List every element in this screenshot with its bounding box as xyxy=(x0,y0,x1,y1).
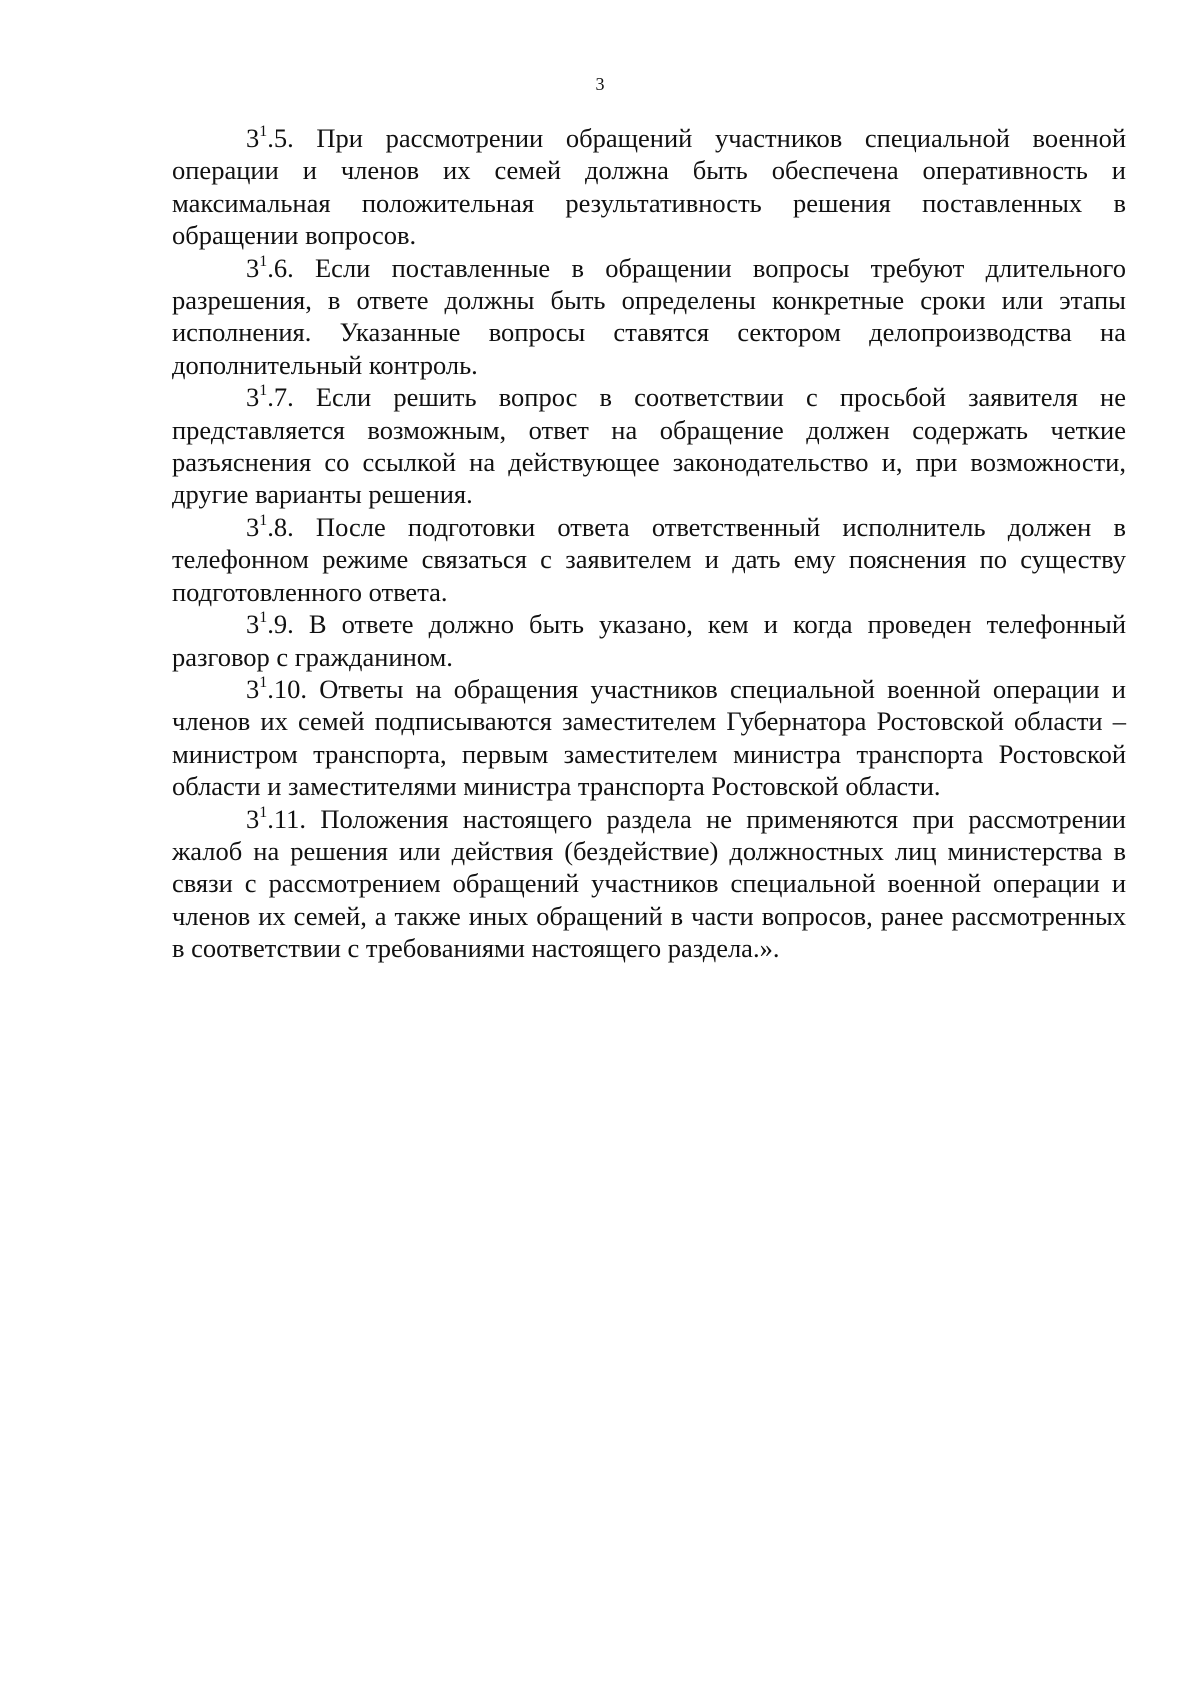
paragraph-3-1-5 xyxy=(172,122,1126,252)
clause-number-main: 3 xyxy=(246,382,260,413)
clause-number-superscript: 1 xyxy=(259,382,268,400)
clause-number-tail: .11. xyxy=(267,803,307,834)
clause-number-main: 3 xyxy=(246,123,260,153)
clause-number-main: 3 xyxy=(246,803,260,834)
clause-number-tail: .9. xyxy=(267,609,294,640)
clause-number-tail: .8. xyxy=(267,511,294,542)
paragraph-3-1-11 xyxy=(172,803,1126,965)
clause-number-superscript: 1 xyxy=(259,123,268,140)
clause-number-superscript: 1 xyxy=(259,511,268,529)
clause-number-main: 3 xyxy=(246,511,260,542)
clause-number-tail: .7. xyxy=(267,382,294,413)
clause-number-tail: .6. xyxy=(267,252,294,283)
clause-number xyxy=(246,804,306,834)
paragraph-3-1-6 xyxy=(172,252,1126,382)
paragraph-3-1-7 xyxy=(172,381,1126,511)
clause-number-main: 3 xyxy=(246,609,260,640)
page-number: 3 xyxy=(595,74,605,94)
paragraph-3-1-9 xyxy=(172,608,1126,673)
clause-number-superscript: 1 xyxy=(259,609,268,627)
clause-number-superscript: 1 xyxy=(259,252,268,270)
clause-number-superscript: 1 xyxy=(259,803,268,821)
clause-number xyxy=(246,123,294,153)
clause-number xyxy=(246,512,294,542)
paragraph-text: Если поставленные в обращении вопросы требуют длительного разрешения, в ответе должны быть определены конкретные сроки или этапы исполнения. Указанные вопросы ставятся сектором делопроизводства на дополнительный контроль. xyxy=(172,252,1126,380)
clause-number xyxy=(246,674,307,704)
paragraph-text: Если решить вопрос в соответствии с просьбой заявителя не представляется возможным, ответ на обращение должен содержать четкие разъяснения со ссылкой на действующее законодательство и, при возможности, другие варианты решения. xyxy=(172,382,1126,510)
paragraph-text: В ответе должно быть указано, кем и когда проведен телефонный разговор с гражданином. xyxy=(172,609,1126,672)
clause-number-main: 3 xyxy=(246,673,260,704)
clause-number-main: 3 xyxy=(246,252,260,283)
paragraph-3-1-8 xyxy=(172,511,1126,608)
clause-number xyxy=(246,253,294,283)
clause-number xyxy=(246,382,294,412)
clause-number-tail: .5. xyxy=(267,123,294,153)
clause-number-superscript: 1 xyxy=(259,673,268,691)
document-body xyxy=(172,122,1126,965)
clause-number-tail: .10. xyxy=(267,673,307,704)
paragraph-text: При рассмотрении обращений участников специальной военной операции и членов их семей должна быть обеспечена оперативность и максимальная положительная результативность решения поставленных в обращении вопросов. xyxy=(172,123,1126,251)
paragraph-text: Положения настоящего раздела не применяются при рассмотрении жалоб на решения или действия (бездействие) должностных лиц министерства в связи с рассмотрением обращений участников специальной военной операции и членов их семей, а также иных обращений в части вопросов, ранее рассмотренных в соответствии с требованиями настоящего раздела.». xyxy=(172,803,1126,964)
paragraph-text: Ответы на обращения участников специальной военной операции и членов их семей подписываются заместителем Губернатора Ростовской области – министром транспорта, первым заместителем министра транспорта Ростовской области и заместителями министра транспорта Ростовской области. xyxy=(172,673,1126,802)
paragraph-text: После подготовки ответа ответственный исполнитель должен в телефонном режиме связаться с заявителем и дать ему пояснения по существу подготовленного ответа. xyxy=(172,511,1126,607)
clause-number xyxy=(246,609,294,639)
paragraph-3-1-10 xyxy=(172,673,1126,803)
